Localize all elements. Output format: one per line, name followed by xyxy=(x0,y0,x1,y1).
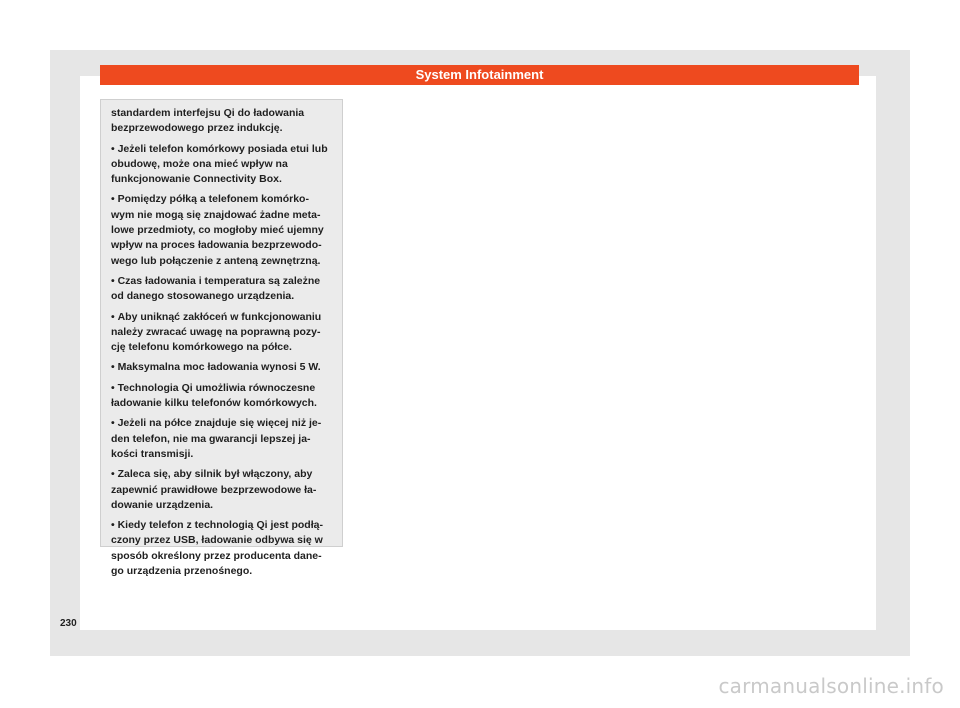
page-number: 230 xyxy=(60,618,77,629)
bullet-item: • Aby uniknąć zakłóceń w funkcjonowaniu należy zwracać uwagę na poprawną pozy-cję telefonu komórkowego na półce. xyxy=(111,310,332,356)
bullet-item: • Maksymalna moc ładowania wynosi 5 W. xyxy=(111,360,332,375)
section-title: System Infotainment xyxy=(415,67,544,82)
bullet-item: • Jeżeli na półce znajduje się więcej niż je-den telefon, nie ma gwarancji lepszej ja-kości transmisji. xyxy=(111,416,332,462)
bullet-item: • Kiedy telefon z technologią Qi jest podłą-czony przez USB, ładowanie odbywa się w sposób określony przez producenta dane-go urządzenia przenośnego. xyxy=(111,518,332,579)
bullet-item: • Technologia Qi umożliwia równoczesne ładowanie kilku telefonów komórkowych. xyxy=(111,381,332,412)
note-box xyxy=(100,99,343,578)
bullet-item: • Zaleca się, aby silnik był włączony, aby zapewnić prawidłowe bezprzewodowe ła-dowanie urządzenia. xyxy=(111,467,332,513)
note-intro: standardem interfejsu Qi do ładowania bezprzewodowego przez indukcję. xyxy=(111,107,305,135)
bullet-item: • Jeżeli telefon komórkowy posiada etui lub obudowę, może ona mieć wpływ na funkcjonowanie Connectivity Box. xyxy=(111,142,332,188)
bullet-item: • Pomiędzy półką a telefonem komórko-wym nie mogą się znajdować żadne meta-lowe przedmioty, co mogłoby mieć ujemny wpływ na proces ładowania bezprzewodo-wego lub połączenie z anteną zewnętrzną. xyxy=(111,192,332,268)
bullet-item: • Czas ładowania i temperatura są zależne od danego stosowanego urządzenia. xyxy=(111,274,332,305)
section-header xyxy=(100,65,859,85)
watermark-text: carmanualsonline.info xyxy=(718,674,944,698)
